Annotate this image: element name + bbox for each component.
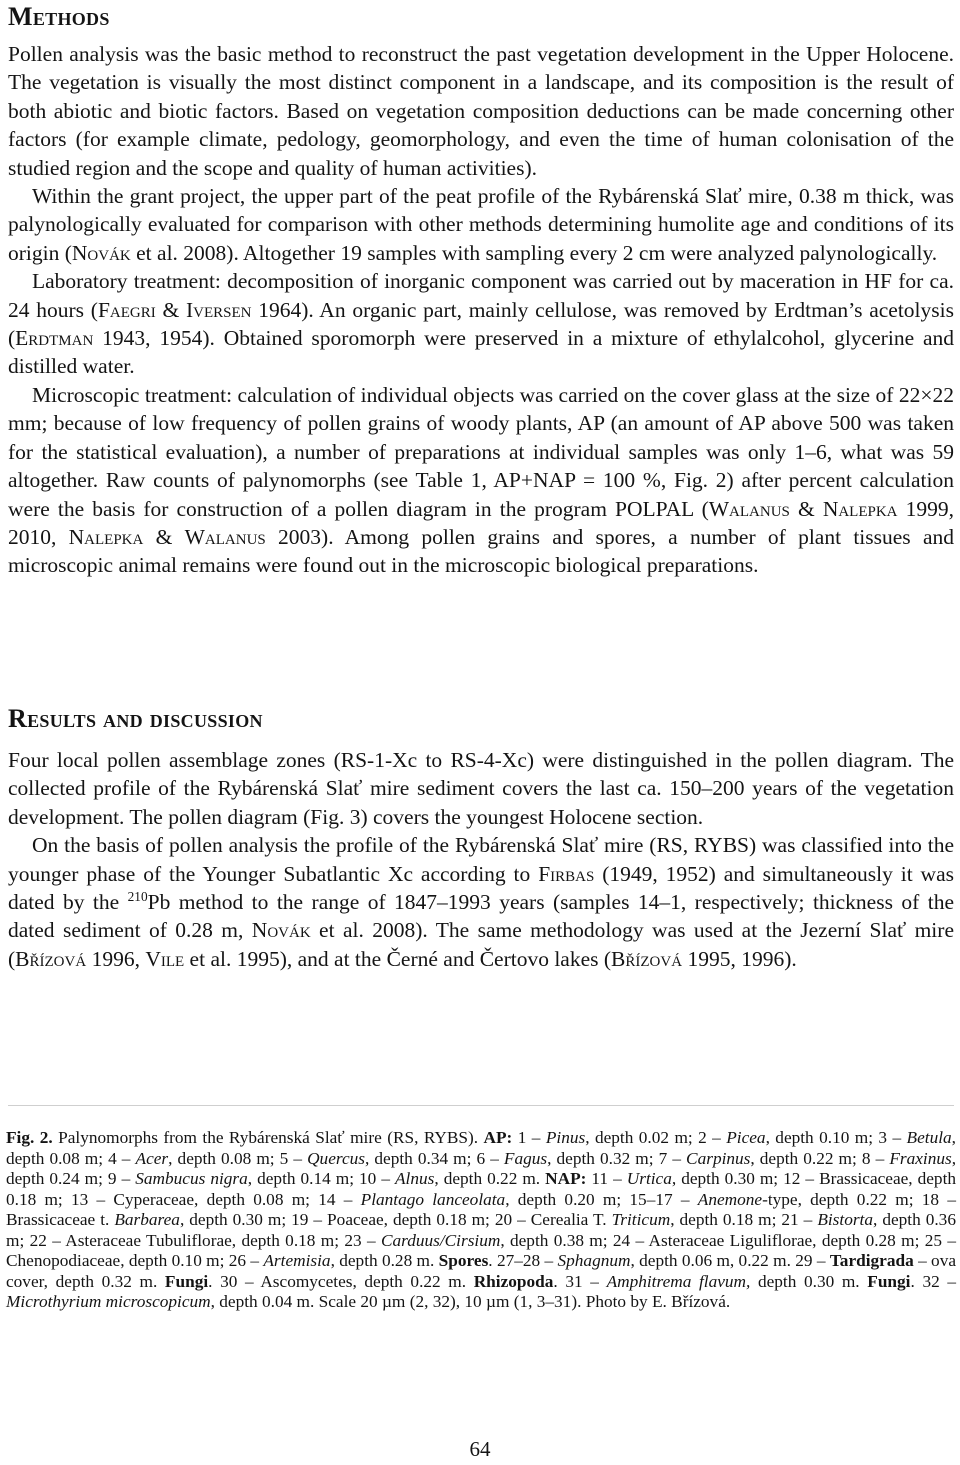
author-citation: Novák xyxy=(71,240,131,265)
author-citation: Walanus xyxy=(708,496,790,521)
caption-run: , depth 0.18 m; 21 – xyxy=(670,1210,818,1229)
caption-run: , depth 0.06 m, 0.22 m. 29 – xyxy=(630,1251,830,1270)
caption-bold: Spores xyxy=(438,1251,489,1270)
caption-run: , depth 0.10 m; 3 – xyxy=(765,1128,907,1147)
text-run: 2003). Among pollen grains and spores, a number of plant tissues and microscopic animal remains were found out in the microscopic biological preparations. xyxy=(8,524,954,578)
caption-run: depth 0.30 m. xyxy=(750,1271,868,1291)
caption-taxon: Picea xyxy=(726,1128,766,1147)
text-run: & xyxy=(155,297,186,322)
caption-run: , depth 0.32 m; 7 – xyxy=(547,1148,687,1168)
text-run: 1995, 1996). xyxy=(682,946,797,971)
results-body xyxy=(8,746,954,973)
caption-taxon: Urtica xyxy=(626,1169,672,1188)
methods-body xyxy=(8,40,954,580)
caption-bold: NAP: xyxy=(545,1169,587,1188)
caption-bold: Fungi xyxy=(164,1271,209,1291)
caption-run: . 32 – xyxy=(910,1271,956,1291)
caption-taxon: Quercus xyxy=(307,1148,365,1168)
caption-run: , depth 0.30 m; 12 – Brassicaceae, depth 0.18 m; 13 – Cyperaceae, depth 0.08 m; 14 – xyxy=(6,1169,957,1209)
caption-run: , depth 0.36 m; 22 – Asteraceae Tubuliflorae, depth 0.18 m; 23 – xyxy=(6,1210,956,1250)
caption-label: Fig. 2. xyxy=(6,1128,53,1147)
text-run: (1949, 1952) and simultaneously it was dated by the xyxy=(8,861,954,915)
text-run: Within the grant project, the upper part of the peat profile of the Rybárenská Slať mire, 0.38 m thick, was palynologically evaluated for comparison with other methods determining humolite age and conditions of its origin ( xyxy=(8,184,954,265)
caption-taxon: Microthyrium microscopicum xyxy=(6,1292,211,1311)
caption-taxon: Barbarea xyxy=(114,1210,180,1229)
author-citation: Nalepka xyxy=(68,524,144,549)
caption-run: , depth 0.22 m. xyxy=(434,1169,546,1188)
text-run: Four local pollen assemblage zones (RS-1-Xc to RS-4-Xc) were distinguished in the pollen diagram. The collected profile of the Rybárenská Slať mire sediment covers the last ca. 150–200 years of the vegetation development. The pollen diagram (Fig. 3) covers the youngest Holocene section. xyxy=(8,748,954,829)
methods-paragraph-3 xyxy=(8,267,954,381)
methods-paragraph-1 xyxy=(8,40,954,182)
caption-run: , depth 0.20 m; 15–17 – xyxy=(505,1189,698,1209)
author-citation: Vile xyxy=(145,946,185,971)
text-run: Microscopic treatment: calculation of individual objects was carried on the cover glass at the size of 22×22 mm; because of low frequency of pollen grains of woody plants, AP (an amount of AP above 500 was taken for the statistical evaluation), a number of preparations at individual samples was only 1–6, what was 59 altogether. Raw counts of palynomorphs (see Table 1, AP+NAP = 100 %, Fig. 2) after percent calculation were the basis for construction of a pollen diagram in the program POLPAL ( xyxy=(8,382,954,521)
caption-run: , depth 0.34 m; 6 – xyxy=(365,1148,504,1168)
caption-bold: Rhizopoda xyxy=(473,1271,554,1291)
author-citation: Firbas xyxy=(538,861,595,886)
caption-run: Palynomorphs from the Rybárenská Slať mire (RS, RYBS). xyxy=(52,1128,484,1147)
isotope-superscript: 210 xyxy=(127,889,148,905)
caption-taxon: Pinus xyxy=(545,1128,586,1147)
author-citation: Erdtman xyxy=(15,326,94,351)
caption-taxon: Fagus xyxy=(503,1148,548,1168)
caption-run: , depth 0.28 m. xyxy=(330,1251,439,1270)
author-citation: Faegri xyxy=(97,297,156,322)
text-run: 1996, xyxy=(86,946,146,971)
text-run: et al. 1995), and at the Černé and Čertovo lakes ( xyxy=(184,946,612,971)
caption-divider xyxy=(8,1105,954,1106)
text-run: 1999, 2010, xyxy=(8,496,954,549)
caption-text xyxy=(6,1128,956,1313)
page-number: 64 xyxy=(469,1437,491,1461)
caption-taxon: Sphagnum xyxy=(557,1251,631,1270)
caption-taxon: Acer xyxy=(135,1148,169,1168)
text-run: 1964). An organic part, mainly cellulose, was removed by Erdtman’s acetolysis ( xyxy=(8,297,954,351)
caption-bold: Fungi xyxy=(867,1271,911,1291)
results-paragraph-2 xyxy=(8,831,954,973)
caption-taxon: Anemone xyxy=(697,1189,763,1209)
methods-paragraph-2 xyxy=(8,182,954,267)
caption-run: . 27–28 – xyxy=(488,1251,558,1270)
author-citation: Novák xyxy=(251,918,311,943)
caption-run: , depth 0.08 m; 4 – xyxy=(6,1128,956,1168)
caption-taxon: Bistorta xyxy=(817,1210,874,1229)
caption-taxon: Sambucus nigra xyxy=(135,1169,248,1188)
caption-run: , depth 0.38 m; 24 – Asteraceae Liguliflorae, depth 0.28 m; 25 – Chenopodiaceae, depth 0.10 m; 26 – xyxy=(6,1230,956,1270)
text-run: 1943, 1954). Obtained sporomorph were preserved in a mixture of ethylalcohol, glycerine and distilled water. xyxy=(8,326,954,379)
caption-taxon: Fraxinus xyxy=(889,1148,952,1168)
author-citation: Iversen xyxy=(185,297,252,322)
text-run: Pb method to the range of 1847–1993 years (samples 14–1, respectively; thickness of the dated sediment of 0.28 m, xyxy=(8,890,954,943)
text-run: et al. 2008). The same methodology was used at the Jezerní Slať mire ( xyxy=(8,918,954,971)
caption-run: , depth 0.30 m; 19 – Poaceae, depth 0.18 m; 20 – Cerealia T. xyxy=(179,1210,612,1229)
caption-run: , depth 0.08 m; 5 – xyxy=(168,1148,308,1168)
results-paragraph-1 xyxy=(8,746,954,831)
caption-run: , depth 0.04 m. Scale 20 µm (2, 32), 10 µm (1, 3–31). Photo by E. Břízová. xyxy=(210,1292,731,1311)
methods-paragraph-4 xyxy=(8,381,954,580)
caption-run: 11 – xyxy=(586,1169,627,1188)
caption-bold: Tardigrada xyxy=(829,1251,914,1270)
methods-heading: Methods xyxy=(8,2,110,31)
figure-caption xyxy=(6,1128,956,1313)
text-run: et al. 2008). Altogether 19 samples with sampling every 2 cm were analyzed palynologically. xyxy=(130,240,938,265)
text-run: & xyxy=(143,524,185,549)
caption-bold: AP: xyxy=(483,1128,513,1147)
caption-taxon: Betula xyxy=(906,1128,952,1147)
caption-taxon: Carpinus xyxy=(686,1148,751,1168)
results-heading: Results and discussion xyxy=(8,704,263,733)
text-run: Laboratory treatment: decomposition of inorganic component was carried out by maceration in HF for ca. 24 hours ( xyxy=(8,269,954,322)
caption-taxon: Plantago lanceolata xyxy=(360,1189,506,1209)
caption-taxon: Artemisia xyxy=(263,1251,331,1270)
author-citation: Břízová xyxy=(611,946,683,971)
caption-taxon: Triticum xyxy=(611,1210,671,1229)
author-citation: Nalepka xyxy=(822,496,898,521)
text-run: On the basis of pollen analysis the profile of the Rybárenská Slať mire (RS, RYBS) was classified into the younger phase of the Younger Subatlantic Xc according to xyxy=(8,833,954,886)
author-citation: Břízová xyxy=(15,946,87,971)
caption-run: -type, depth 0.22 m; 18 – Brassicaceae t. xyxy=(6,1189,956,1229)
caption-taxon: Carduus/Cirsium xyxy=(380,1230,501,1250)
text-run: & xyxy=(789,496,823,521)
caption-run: , depth 0.22 m; 8 – xyxy=(750,1148,890,1168)
caption-run: , depth 0.14 m; 10 – xyxy=(247,1169,395,1188)
author-citation: Walanus xyxy=(184,524,266,549)
caption-run: – ova cover, depth 0.32 m. xyxy=(6,1251,957,1291)
caption-run: 1 – xyxy=(512,1128,546,1147)
caption-run: . 31 – xyxy=(553,1271,607,1291)
caption-run: . 30 – Ascomycetes, depth 0.22 m. xyxy=(208,1271,474,1291)
text-run: Pollen analysis was the basic method to reconstruct the past vegetation development in the Upper Holocene. The vegetation is visually the most distinct component in a landscape, and its composition is the result of both abiotic and biotic factors. Based on vegetation composition deductions can be made concerning other factors (for example climate, pedology, geomorphology, and even the time of human colonisation of the studied region and the scope and quality of human activities). xyxy=(8,42,954,180)
caption-run: , depth 0.02 m; 2 – xyxy=(585,1128,727,1147)
caption-taxon: Alnus xyxy=(394,1169,435,1188)
caption-taxon: Amphitrema flavum, xyxy=(606,1271,751,1291)
caption-run: , depth 0.24 m; 9 – xyxy=(6,1148,957,1188)
